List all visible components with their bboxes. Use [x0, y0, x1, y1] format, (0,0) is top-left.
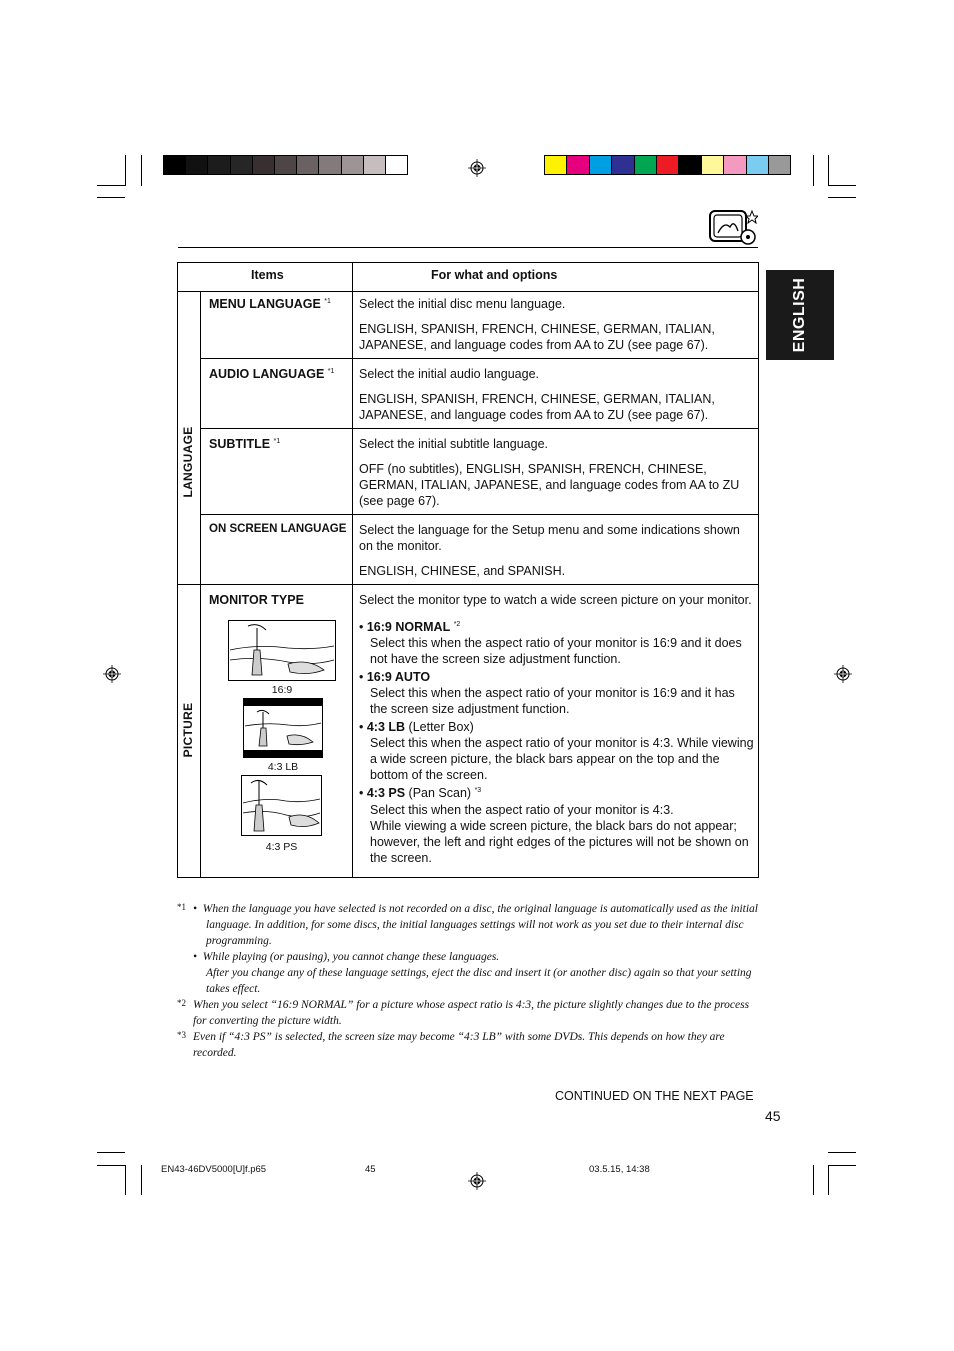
caption-4-3-ps: 4:3 PS	[265, 841, 298, 853]
crop-mark	[828, 197, 856, 198]
table-divider	[177, 584, 759, 585]
crop-mark	[828, 1165, 856, 1166]
category-picture: PICTURE	[181, 702, 195, 758]
table-divider	[200, 514, 759, 515]
crop-mark	[141, 1165, 142, 1195]
desc-on-screen-language: Select the language for the Setup menu and some indications shown on the monitor. ENGLISH, CHINESE, and SPANISH.	[359, 523, 740, 578]
caption-16-9: 16:9	[271, 684, 293, 696]
color-swatch	[678, 155, 701, 175]
color-swatch	[252, 155, 275, 175]
crop-mark	[125, 155, 126, 186]
item-monitor-type: MONITOR TYPE	[209, 593, 304, 607]
crop-mark	[97, 1165, 125, 1166]
item-audio-language: AUDIO LANGUAGE $^{*1}$	[209, 367, 335, 381]
footnote-mark-1: *1	[177, 902, 186, 912]
print-file: EN43-46DV5000[U]f.p65	[161, 1164, 267, 1175]
option-4-3-lb: • 4:3 LB (Letter Box)	[359, 720, 474, 735]
crop-mark	[141, 155, 142, 186]
color-swatch	[589, 155, 612, 175]
desc-monitor-type: Select the monitor type to watch a wide screen picture on your monitor. • 16:9 NORMAL $^{*2}$ Select this when the aspect ratio of your monitor is 16:9 and it does not have the screen size adjustment function. • 16:9 AUTO Select this when the aspect ratio of your monitor is 16:9 and it has the screen size adjustment function. • 4:3 LB (Letter Box) Select this when the aspect ratio of your monitor is 4:3. While viewing a wide screen picture, the black bars appear on the top and the bottom of the screen. • 4:3 PS (Pan Scan) $^{*3}$ Select this when the aspect ratio of your monitor is 4:3. While viewing a wide screen picture, the black bars do not appear; however, the left and right edges of the pictures will not be shown on the screen.	[359, 593, 754, 865]
crop-mark	[828, 1152, 856, 1153]
setup-tv-icon	[708, 207, 758, 245]
header-items: Items	[251, 268, 284, 282]
crop-mark	[125, 1165, 126, 1195]
table-divider	[200, 358, 759, 359]
table-divider	[177, 291, 759, 292]
color-swatch	[768, 155, 791, 175]
color-swatch	[230, 155, 253, 175]
color-swatch	[566, 155, 589, 175]
color-swatch	[746, 155, 769, 175]
header-options: For what and options	[431, 268, 558, 282]
illustration-16-9	[228, 620, 336, 681]
illustration-4-3-lb	[243, 698, 323, 758]
header-rule	[178, 247, 758, 248]
footnote-2: When you select “16:9 NORMAL” for a picture whose aspect ratio is 4:3, the picture slightly changes due to the process for converting the picture width.	[193, 999, 750, 1027]
table-divider	[352, 262, 353, 878]
page-number: 45	[765, 1108, 781, 1124]
language-tab	[766, 270, 834, 360]
print-page: 45	[365, 1164, 376, 1175]
print-date: 03.5.15, 14:38	[589, 1164, 650, 1175]
color-swatch	[701, 155, 724, 175]
desc-subtitle: Select the initial subtitle language. OFF (no subtitles), ENGLISH, SPANISH, FRENCH, CHINESE, GERMAN, ITALIAN, JAPANESE, and language codes from AA to ZU (see page 67).	[359, 437, 740, 508]
color-swatch	[341, 155, 364, 175]
item-on-screen-language: ON SCREEN LANGUAGE	[209, 523, 347, 535]
color-swatch	[207, 155, 230, 175]
color-swatch	[296, 155, 319, 175]
crop-mark	[828, 155, 829, 186]
color-swatch	[163, 155, 186, 175]
color-swatch	[656, 155, 679, 175]
crop-mark	[97, 197, 125, 198]
category-language: LANGUAGE	[181, 426, 195, 498]
crop-mark	[828, 185, 856, 186]
color-swatch	[274, 155, 297, 175]
color-swatch	[723, 155, 746, 175]
color-swatch	[634, 155, 657, 175]
continued-note: CONTINUED ON THE NEXT PAGE	[555, 1089, 754, 1103]
footnote-3: Even if “4:3 PS” is selected, the screen size may become “4:3 LB” with some DVDs. This depends on how they are recorded.	[193, 1031, 725, 1059]
item-menu-language: MENU LANGUAGE $^{*1}$	[209, 297, 331, 311]
color-swatch	[318, 155, 341, 175]
desc-audio-language: Select the initial audio language. ENGLISH, SPANISH, FRENCH, CHINESE, GERMAN, ITALIAN, JAPANESE, and language codes from AA to ZU (see page 67).	[359, 367, 715, 422]
table-divider	[200, 428, 759, 429]
color-swatch	[363, 155, 386, 175]
registration-mark-icon	[834, 665, 852, 683]
registration-mark-icon	[468, 1172, 486, 1190]
footnote-mark-2: *2	[177, 998, 186, 1008]
crop-mark	[828, 1165, 829, 1195]
crop-mark	[97, 185, 125, 186]
crop-mark	[813, 155, 814, 186]
color-swatch	[385, 155, 408, 175]
crop-mark	[813, 1165, 814, 1195]
language-tab-label: ENGLISH	[791, 277, 808, 353]
caption-4-3-lb: 4:3 LB	[267, 761, 299, 773]
option-16-9-auto: • 16:9 AUTO	[359, 670, 431, 685]
illustration-4-3-ps	[241, 775, 322, 836]
color-swatch	[544, 155, 567, 175]
item-subtitle: SUBTITLE $^{*1}$	[209, 437, 281, 451]
option-4-3-ps: • 4:3 PS (Pan Scan) $^{*3}$	[359, 786, 482, 801]
registration-mark-icon	[103, 665, 121, 683]
desc-menu-language: Select the initial disc menu language. ENGLISH, SPANISH, FRENCH, CHINESE, GERMAN, ITALIAN, JAPANESE, and language codes from AA to ZU (see page 67).	[359, 297, 715, 352]
crop-mark	[97, 1152, 125, 1153]
footnote-mark-3: *3	[177, 1030, 186, 1040]
registration-mark-icon	[468, 159, 486, 177]
color-swatch	[185, 155, 208, 175]
color-swatch	[611, 155, 634, 175]
footnote-1: • When the language you have selected is not recorded on a disc, the original language is automatically used as the initial language. In addition, for some discs, the initial languages settings will not work as you set due to their internal disc programming. • While playing (or pausing), you cannot change these languages. After you change any of these language settings, eject the disc and insert it (or another disc) again so that your setting takes effect.	[193, 903, 758, 995]
option-16-9-normal: • 16:9 NORMAL $^{*2}$	[359, 620, 461, 635]
